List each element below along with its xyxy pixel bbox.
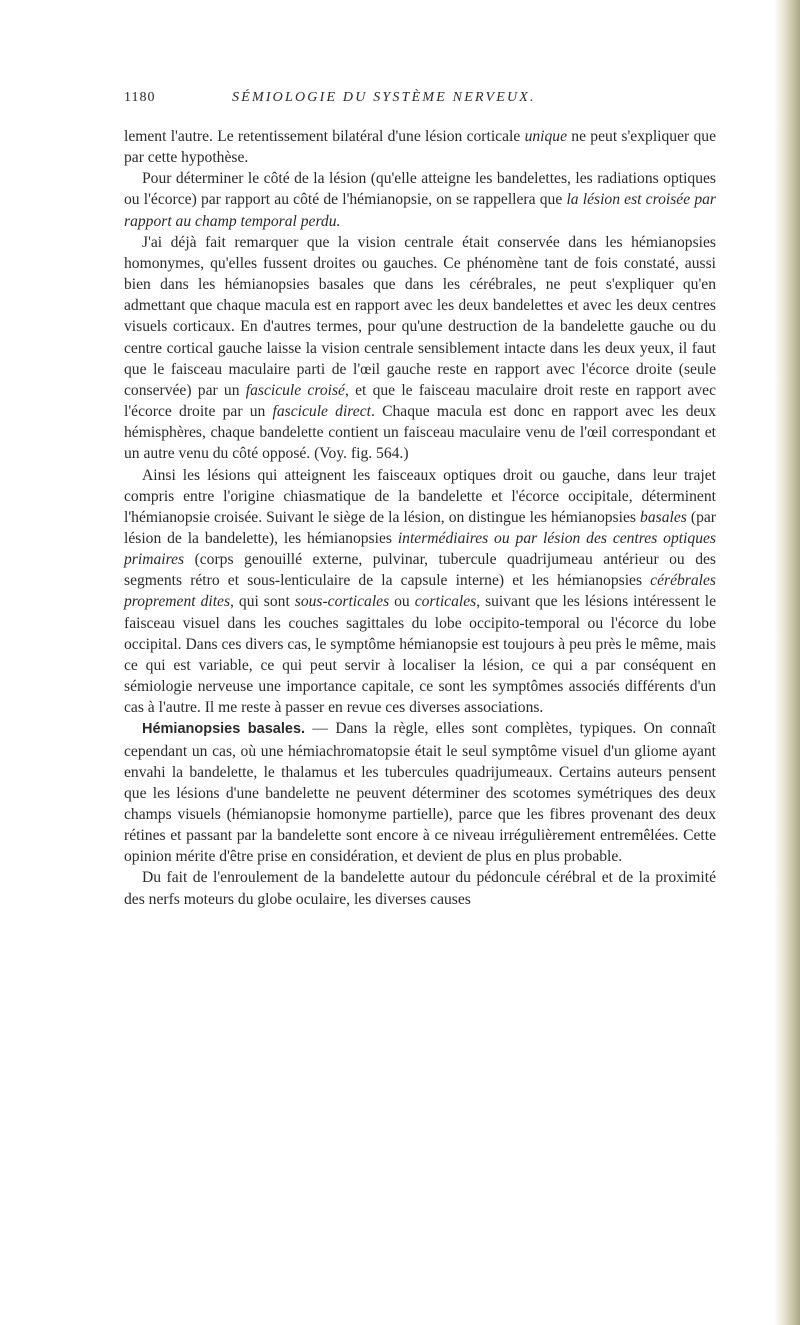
emphasis: fascicule direct — [272, 403, 371, 421]
paragraph-2: Pour déterminer le côté de la lésion (qu'elle atteigne les bandelettes, les radiations optiques ou l'écorce) par rapport au côté de l'hémianopsie, on se rappellera que la lésion est croisée par rapport au champ temporal perdu. — [124, 170, 716, 230]
emphasis: basales — [640, 508, 687, 526]
body-text — [124, 126, 716, 910]
emphasis: fascicule croisé — [245, 381, 345, 399]
paragraph-5: Hémianopsies basales. — Dans la règle, elles sont complètes, typiques. On connaît cependant un cas, où une hémiachromatopsie était le seul symptôme visuel d'un gliome ayant envahi la bandelette, le thalamus et les tubercules quadrijumeaux. Certains auteurs pensent que les lésions d'une bandelette ne peuvent déterminer des scotomes symétriques des deux champs visuels (hémianopsie homonyme partielle), parce que les fibres provenant des deux rétines et passant par la bandelette sont encore à ce niveau irrégulièrement entremêlées. Cette opinion mérite d'être prise en considération, et devient de plus en plus probable. — [124, 720, 716, 866]
emphasis: unique — [524, 128, 568, 145]
section-heading: Hémianopsies basales. — [142, 721, 306, 738]
emphasis: sous-corticales — [294, 593, 390, 611]
running-title: SÉMIOLOGIE DU SYSTÈME NERVEUX. — [232, 90, 536, 105]
emphasis: corticales — [414, 593, 477, 611]
paragraph-3: J'ai déjà fait remarquer que la vision centrale était conservée dans les hémianopsies homonymes, qu'elles fussent droites ou gauches. Ce phénomène tant de fois constaté, aussi bien dans les hémianopsies basales que dans les cérébrales, ne peut s'expliquer qu'en admettant que chaque macula est en rapport avec les deux bandelettes et avec les deux centres visuels corticaux. En d'autres termes, pour qu'une destruction de la bandelette gauche ou du centre cortical gauche laisse la vision centrale sensiblement intacte dans les deux yeux, il faut que le faisceau maculaire parti de l'œil gauche reste en rapport avec l'écorce droite (seule conservée) par un fascicule croisé, et que le faisceau maculaire droit reste en rapport avec l'écorce droite par un fascicule direct. Chaque macula est donc en rapport avec les deux hémisphères, chaque bandelette contient un faisceau maculaire venu de l'œil correspondant et un autre venu du côté opposé. (Voy. fig. 564.) — [124, 233, 717, 463]
emphasis: la lésion est croisée par rapport au champ temporal perdu. — [124, 191, 716, 230]
page-number: 1180 — [124, 90, 156, 105]
page-edge-shadow — [774, 0, 800, 1325]
paragraph-1: lement l'autre. Le retentissement bilatéral d'une lésion corticale unique ne peut s'expliquer que par cette hypothèse. — [124, 128, 716, 167]
emphasis: intermédiaires ou par lésion des centres optiques primaires — [124, 529, 716, 569]
paragraph-6: Du fait de l'enroulement de la bandelette autour du pédoncule cérébral et de la proximité des nerfs moteurs du globe oculaire, les diverses causes — [124, 869, 716, 908]
emphasis: cérébrales proprement dites — [124, 572, 716, 611]
page-header — [124, 90, 714, 114]
paragraph-4: Ainsi les lésions qui atteignent les faisceaux optiques droit ou gauche, dans leur trajet compris entre l'origine chiasmatique de la bandelette et l'écorce occipitale, déterminent l'hémianopsie croisée. Suivant le siège de la lésion, on distingue les hémianopsies basales (par lésion de la bandelette), les hémianopsies intermédiaires ou par lésion des centres optiques primaires (corps genouillé externe, pulvinar, tubercule quadrijumeau antérieur ou des segments rétro et sous-lenticulaire de la capsule interne) et les hémianopsies cérébrales proprement dites, qui sont sous-corticales ou corticales, suivant que les lésions intéressent le faisceau visuel dans les couches sagittales du lobe occipito-temporal ou l'écorce du lobe occipital. Dans ces divers cas, le symptôme hémianopsie est toujours à peu près le même, mais ce qui est variable, ce qui peut servir à localiser la lésion, ce qui a par conséquent en sémiologie nerveuse une importance capitale, ce sont les symptômes associés différents d'un cas à l'autre. Il me reste à passer en revue ces diverses associations. — [124, 466, 717, 717]
